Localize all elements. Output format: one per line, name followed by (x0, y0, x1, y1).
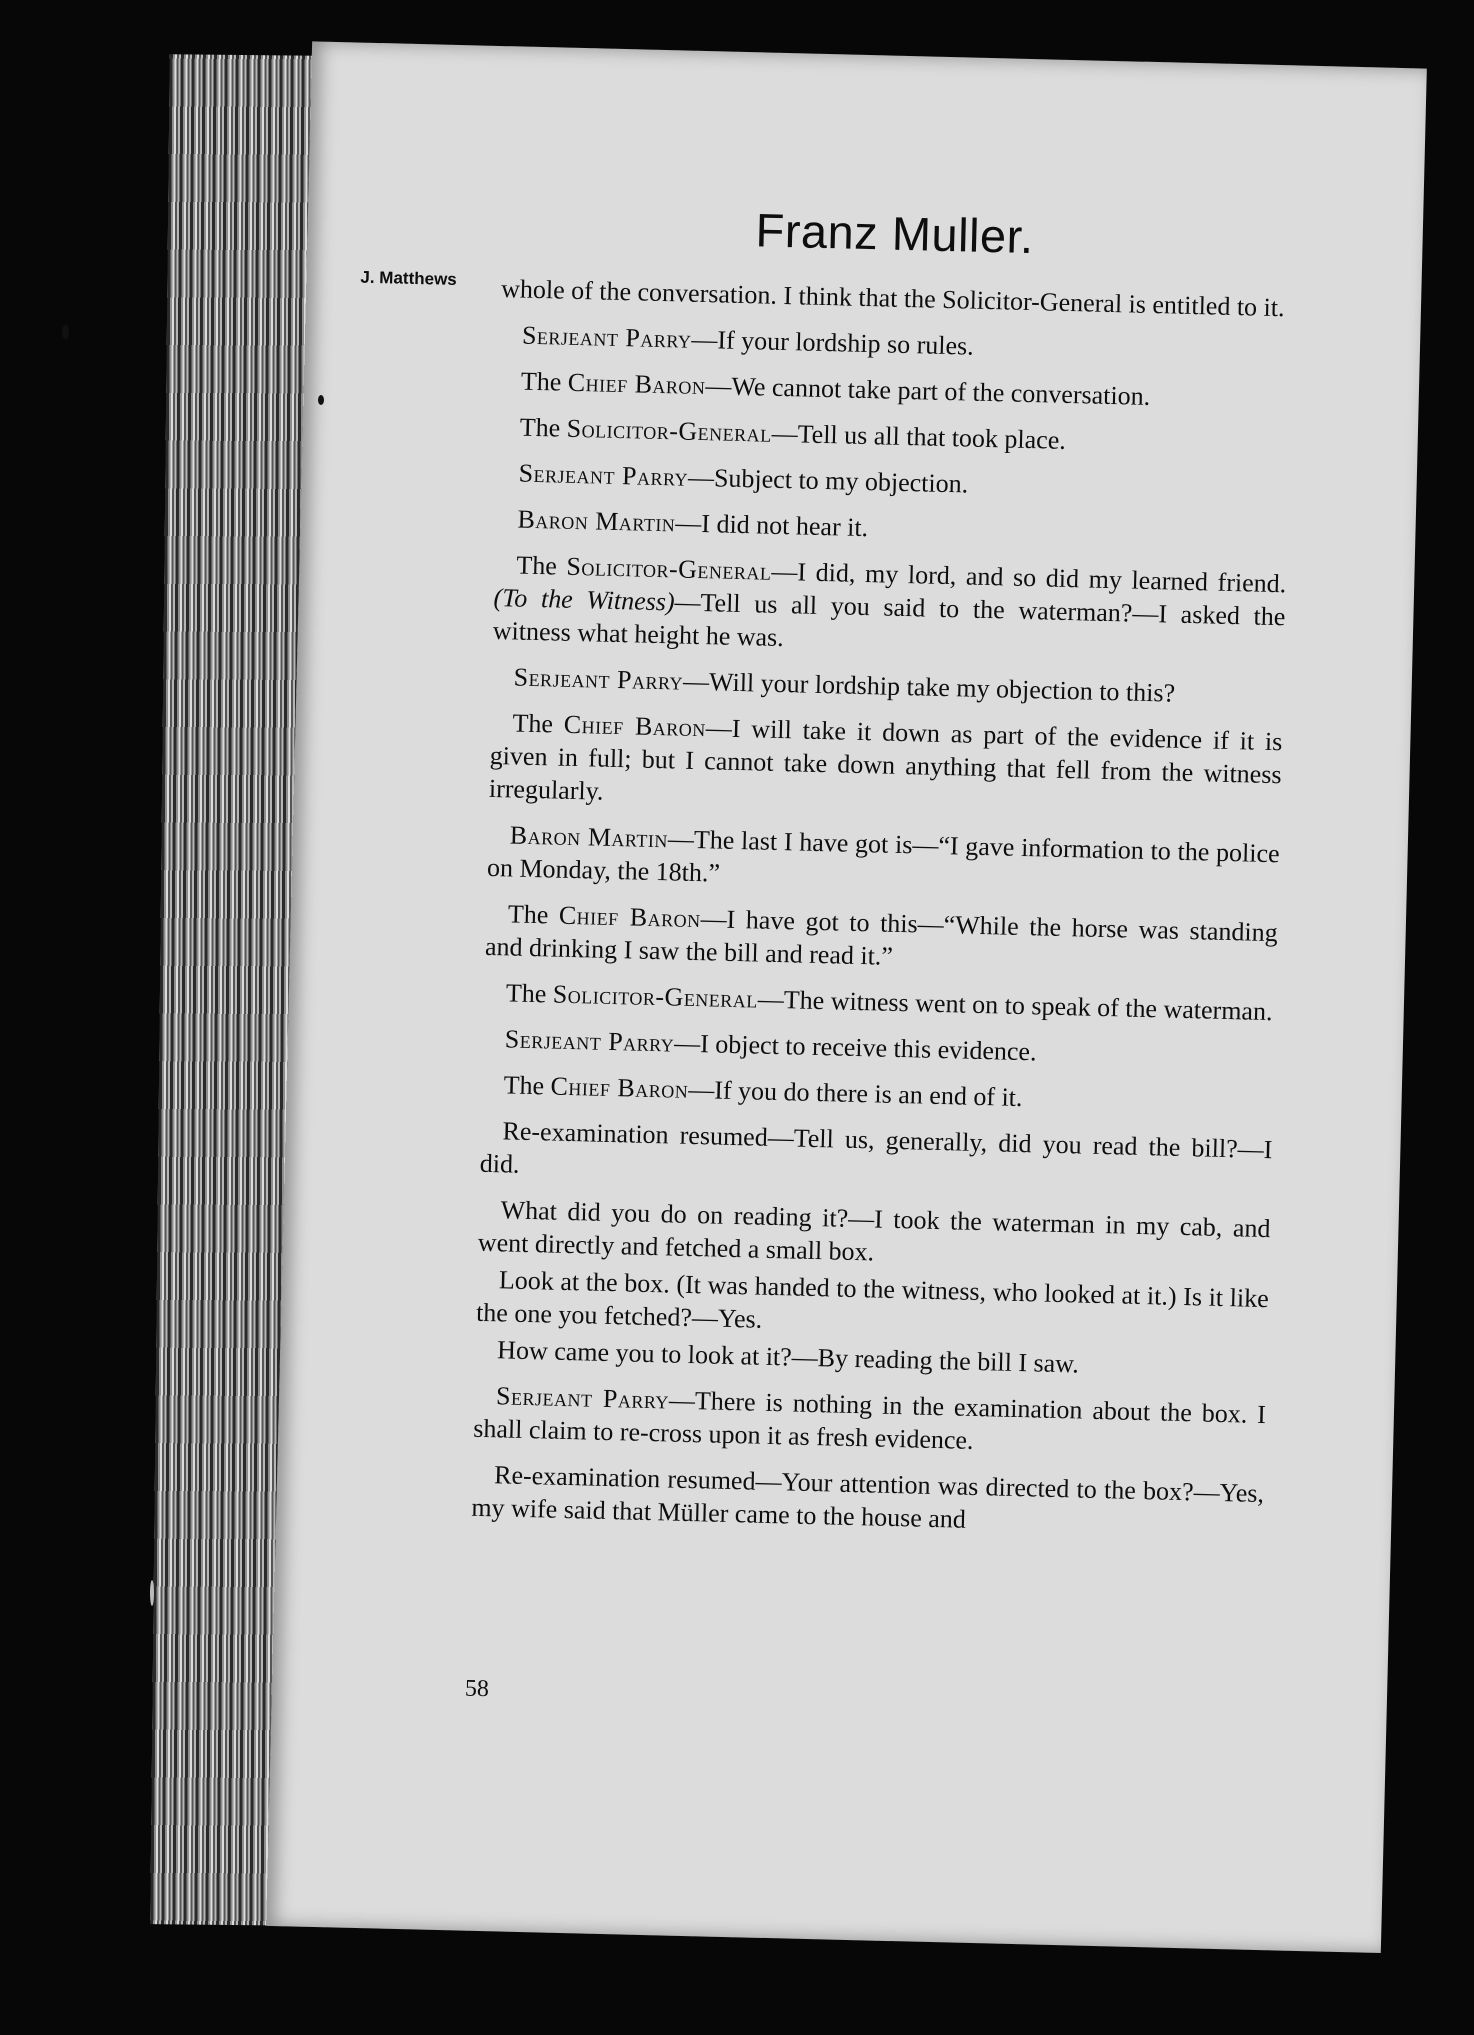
speaker-name: Baron Martin (517, 504, 676, 538)
paragraph-text: Look at the box. (It was handed to the witness, who looked at it.) Is it like the one you fetched?—Yes. (475, 1265, 1270, 1334)
paragraph-text: —I did not hear it. (675, 508, 869, 543)
paragraph (489, 706, 1283, 824)
paragraph-text-continued: —Tell us all you said to the waterman?—I asked the witness what height he was. (492, 587, 1286, 653)
paragraph (501, 272, 1294, 324)
paragraph-text: —We cannot take part of the conversation. (705, 371, 1151, 411)
paragraph-text: What did you do on reading it?—I took the waterman in my cab, and went directly and fetched a small box. (477, 1195, 1271, 1267)
paragraph-text: Re-examination resumed—Your attention was directed to the box?—Yes, my wife said that Müller came to the house and (471, 1460, 1265, 1534)
paragraph-text: —Tell us all that took place. (771, 418, 1067, 455)
paragraph-text: —The last I have got is—“I gave information to the police on Monday, the 18th.” (486, 824, 1280, 888)
scan-speck (62, 325, 69, 339)
speaker-prefix: The (507, 899, 560, 930)
paragraph-text: —If your lordship so rules. (691, 324, 975, 361)
paragraph-text: —I did, my lord, and so did my learned friend. (771, 556, 1287, 599)
paragraph (499, 364, 1292, 416)
paragraph-text: —If you do there is an end of it. (687, 1074, 1023, 1113)
book-page (266, 41, 1427, 1953)
speaker-name: Serjeant Parry (495, 1381, 670, 1415)
speaker-name: Serjeant Parry (513, 662, 684, 696)
speaker-name: Solicitor-General (566, 551, 772, 586)
paragraph-text: —I object to receive this evidence. (673, 1028, 1037, 1067)
paragraph (473, 1379, 1266, 1464)
speaker-prefix: The (516, 550, 567, 581)
speaker-name: Chief Baron (563, 709, 707, 743)
paragraph (471, 1458, 1264, 1543)
paragraph-text: —Will your lordship take my objection to this? (682, 666, 1176, 708)
page-number: 58 (464, 1675, 490, 1703)
speaker-prefix: The (512, 708, 565, 739)
paragraph (484, 976, 1277, 1028)
paragraph-text: —There is nothing in the examination about the box. I shall claim to re-cross upon it as fresh evidence. (472, 1385, 1267, 1455)
stage-direction: (To the Witness) (493, 582, 675, 617)
page-body-text (471, 272, 1294, 1556)
speaker-name: Solicitor-General (566, 413, 773, 448)
scan-speck (150, 1580, 154, 1606)
speaker-prefix: The (520, 366, 569, 397)
paragraph (485, 897, 1278, 982)
paragraph (496, 456, 1289, 508)
speaker-name: Serjeant Parry (518, 458, 689, 492)
scan-speck (318, 395, 324, 405)
paragraph (500, 318, 1293, 370)
paragraph (481, 1068, 1274, 1120)
speaker-prefix: The (505, 978, 554, 1009)
paragraph (491, 660, 1284, 712)
paragraph (482, 1022, 1275, 1074)
speaker-name: Serjeant Parry (521, 320, 692, 354)
speaker-name: Baron Martin (509, 820, 669, 854)
speaker-name: Solicitor-General (552, 979, 759, 1014)
paragraph-text: Re-examination resumed—Tell us, generally, did you read the bill?—I did. (479, 1116, 1273, 1179)
paragraph-text: whole of the conversation. I think that the Solicitor-General is entitled to it. (500, 274, 1285, 323)
paragraph-text: —I will take it down as part of the evidence if it is given in full; but I cannot take down anything that fell from the witness irregularly. (488, 713, 1283, 806)
paragraph (492, 548, 1286, 666)
paragraph-text: —The witness went on to speak of the waterman. (757, 984, 1273, 1027)
speaker-name: Chief Baron (558, 900, 702, 934)
speaker-prefix: The (503, 1070, 551, 1101)
speaker-name: Chief Baron (567, 367, 706, 401)
speaker-prefix: The (519, 412, 568, 443)
paragraph-text: —Subject to my objection. (687, 462, 969, 499)
page-title: Franz Muller. (755, 203, 1035, 264)
paragraph (495, 502, 1288, 554)
paragraph-text: How came you to look at it?—By reading the bill I saw. (496, 1335, 1080, 1379)
paragraph (497, 410, 1290, 462)
paragraph (479, 1114, 1272, 1199)
margin-sidenote: J. Matthews (360, 267, 457, 289)
paragraph-text: —I have got to this—“While the horse was standing and drinking I saw the bill and read it.” (484, 904, 1279, 971)
speaker-name: Serjeant Parry (504, 1024, 675, 1058)
paragraph (487, 818, 1280, 903)
speaker-name: Chief Baron (550, 1071, 689, 1104)
